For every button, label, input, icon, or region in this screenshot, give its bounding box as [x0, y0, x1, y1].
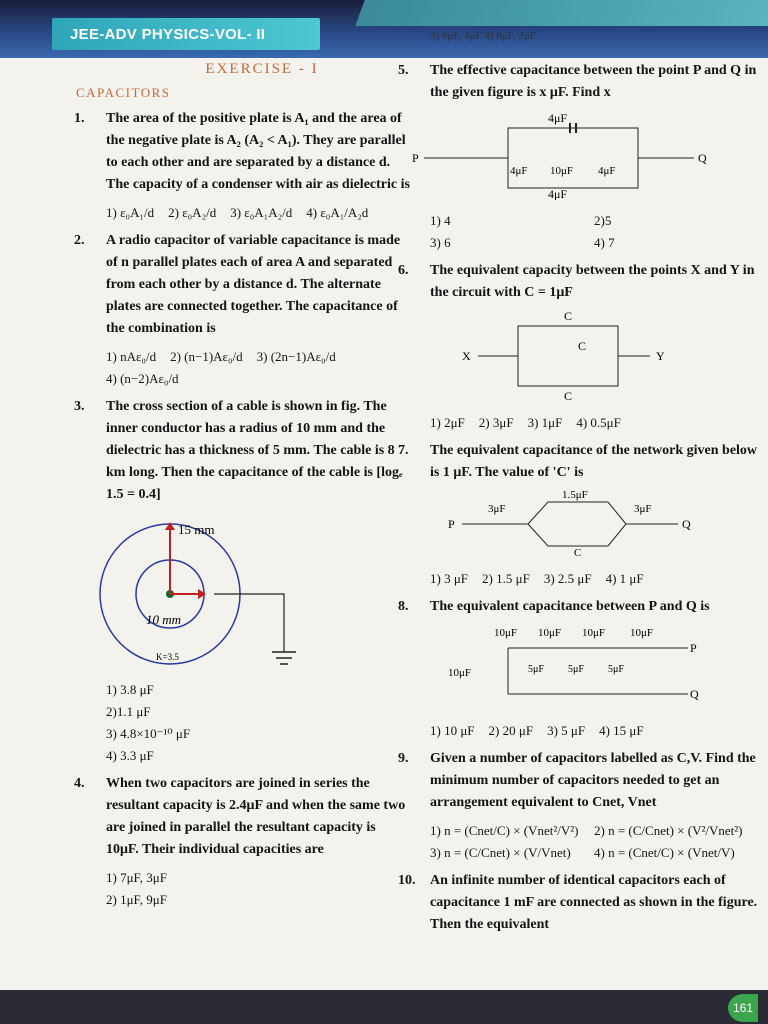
option[interactable]: 1) 2μF [430, 415, 465, 430]
question-text: The effective capacitance between the point P and Q in the given figure is x μF. Find x [430, 63, 757, 100]
cap-label: 4μF [598, 165, 616, 177]
q5-options [430, 210, 760, 254]
node-x-label: X [462, 349, 471, 363]
question-5 [398, 60, 760, 104]
option[interactable]: 4) 0.5μF [576, 415, 621, 430]
option[interactable]: 1) 4 [430, 213, 451, 228]
page-footer [0, 990, 768, 1024]
question-3 [74, 396, 410, 506]
cap-label: C [574, 547, 582, 558]
header-stripe [355, 0, 768, 26]
option[interactable]: 2) ε₀A₂/d [168, 205, 217, 220]
cap-label: 1.5μF [562, 490, 588, 501]
question-text: The equivalent capacitance of the network given below is 1 μF. The value of 'C' is [430, 443, 758, 480]
q8-circuit-figure [398, 624, 738, 710]
q7-circuit-figure [398, 490, 738, 558]
option[interactable]: 2) 20 μF [488, 723, 534, 738]
question-7 [398, 440, 760, 484]
option[interactable]: 2) n = (C/Cnet) × (V²/Vnet²) [594, 823, 743, 838]
option[interactable]: 2)1.1 μF [106, 704, 151, 719]
q6-options [430, 412, 760, 434]
cable-cross-section-figure [74, 512, 374, 677]
question-8 [398, 596, 760, 618]
inner-radius-label: 10 mm [146, 612, 182, 627]
option[interactable]: 1) 10 μF [430, 723, 475, 738]
option[interactable]: 4) (n−2)Aε₀/d [106, 371, 179, 386]
node-y-label: Y [656, 349, 665, 363]
question-number: 2. [74, 233, 85, 248]
question-text: A radio capacitor of variable capacitance is made of n parallel plates each of area A and separated from each other by a distance d. The alternate plates are connected together. The capacitance of the combination is [106, 233, 401, 336]
question-number: 8. [398, 599, 409, 614]
question-text: The equivalent capacitance between P and Q is [430, 599, 710, 614]
cap-label: 10μF [630, 627, 654, 639]
question-number: 10. [398, 873, 416, 888]
cap-label: 10μF [494, 627, 518, 639]
option[interactable]: 1) ε₀A₁/d [106, 205, 155, 220]
cap-label: 5μF [568, 664, 584, 675]
cap-label: 5μF [608, 664, 624, 675]
question-10 [398, 870, 760, 936]
option[interactable]: 2) 1.5 μF [482, 571, 530, 586]
exercise-title: EXERCISE - I [205, 61, 319, 77]
option[interactable]: 3) 2.5 μF [543, 571, 592, 586]
option[interactable]: 3) ε₀A₁A₂/d [230, 205, 293, 220]
q4-options [106, 867, 410, 911]
option[interactable]: 1) nAε₀/d [106, 349, 157, 364]
q3-options [106, 679, 410, 767]
option[interactable]: 3) n = (C/Cnet) × (V/Vnet) [430, 845, 571, 860]
option[interactable]: 3) (2n−1)Aε₀/d [256, 349, 336, 364]
cap-label: 10μF [448, 667, 472, 679]
q1-options [106, 202, 410, 224]
option[interactable]: 4) 15 μF [599, 723, 644, 738]
question-number: 9. [398, 751, 409, 766]
question-number: 6. [398, 263, 409, 278]
node-p-label: P [412, 151, 419, 165]
cap-label: 3μF [488, 503, 506, 515]
dielectric-constant-label: K=3.5 [156, 652, 179, 662]
option[interactable]: 4) 7 [594, 235, 615, 250]
option[interactable]: 2) 1μF, 9μF [106, 892, 167, 907]
cap-label: 5μF [528, 664, 544, 675]
option[interactable]: 4) n = (Cnet/C) × (Vnet/V) [594, 845, 735, 860]
page-number: 161 [728, 994, 758, 1022]
option[interactable]: 3) 4.8×10⁻¹⁰ μF [106, 726, 191, 741]
option[interactable]: 4) 1 μF [605, 571, 644, 586]
node-q-label: Q [690, 687, 699, 701]
section-title: CAPACITORS [76, 85, 171, 100]
question-1 [74, 108, 410, 196]
cap-label: 10μF [550, 165, 574, 177]
q2-options [106, 346, 410, 390]
node-q-label: Q [698, 151, 707, 165]
cap-label: 10μF [538, 627, 562, 639]
option[interactable]: 2) 3μF [478, 415, 514, 430]
cap-label: 4μF [548, 111, 568, 125]
option[interactable]: 3) 5 μF [547, 723, 586, 738]
q5-circuit-figure [398, 110, 738, 200]
cap-label: 4μF [510, 165, 528, 177]
option[interactable]: 1) 3 μF [430, 571, 469, 586]
option[interactable]: 4) 3.3 μF [106, 748, 154, 763]
question-text: The area of the positive plate is A₁ and the area of the negative plate is A₂ (A₂ < A₁). They are parallel to each other and are separated by a distance d. The capacity of a condenser with air as dielectric is [106, 111, 410, 192]
node-p-label: P [448, 517, 455, 531]
option[interactable]: 1) n = (Cnet/C) × (Vnet²/V²) [430, 823, 579, 838]
question-text: When two capacitors are joined in series the resultant capacity is 2.4μF and when the same two are joined in parallel the resultant capacity is 10μF. Their individual capacities are [106, 776, 406, 857]
option[interactable]: 3) 1μF [527, 415, 563, 430]
question-text: An infinite number of identical capacitors each of capacitance 1 mF are connected as shown in the figure. Then the equivalent [430, 873, 758, 932]
option[interactable]: 2)5 [594, 213, 612, 228]
q9-options [430, 820, 760, 864]
question-text: Given a number of capacitors labelled as C,V. Find the minimum number of capacitors needed to get an arrangement equivalent to Cnet, Vnet [430, 751, 756, 810]
question-2 [74, 230, 410, 340]
q7-options [430, 568, 760, 590]
carryover-options: 3) 6μF, 4μF 4) 8μF, 2μF [430, 30, 536, 42]
question-number: 3. [74, 399, 85, 414]
question-number: 1. [74, 111, 85, 126]
option[interactable]: 4) ε₀A₁/A₂d [306, 205, 369, 220]
book-title-banner: JEE-ADV PHYSICS-VOL- II [52, 18, 320, 50]
question-number: 5. [398, 63, 409, 78]
right-column [398, 60, 760, 942]
question-4 [74, 773, 410, 861]
cap-label: 10μF [582, 627, 606, 639]
cap-label: C [564, 310, 573, 323]
node-p-label: P [690, 641, 697, 655]
option[interactable]: 1) 7μF, 3μF [106, 870, 167, 885]
left-column [74, 58, 410, 917]
question-9 [398, 748, 760, 814]
cap-label: C [578, 339, 587, 353]
q8-options [430, 720, 760, 742]
question-6 [398, 260, 760, 304]
option[interactable]: 1) 3.8 μF [106, 682, 154, 697]
question-text: The cross section of a cable is shown in fig. The inner conductor has a radius of 10 mm and the dielectric has a thickness of 5 mm. The cable is 8 km long. Then the capacitance of the cable is [logₑ 1.5 = 0.4] [106, 399, 403, 502]
option[interactable]: 2) (n−1)Aε₀/d [170, 349, 243, 364]
question-number: 4. [74, 776, 85, 791]
question-text: The equivalent capacity between the points X and Y in the circuit with C = 1μF [430, 263, 755, 300]
cap-label: 3μF [634, 503, 652, 515]
outer-radius-label: 15 mm [178, 522, 215, 537]
node-q-label: Q [682, 517, 691, 531]
cap-label: 4μF [548, 187, 568, 200]
option[interactable]: 3) 6 [430, 235, 451, 250]
cap-label: C [564, 389, 573, 402]
question-number: 7. [398, 443, 409, 458]
q6-circuit-figure [398, 310, 738, 402]
